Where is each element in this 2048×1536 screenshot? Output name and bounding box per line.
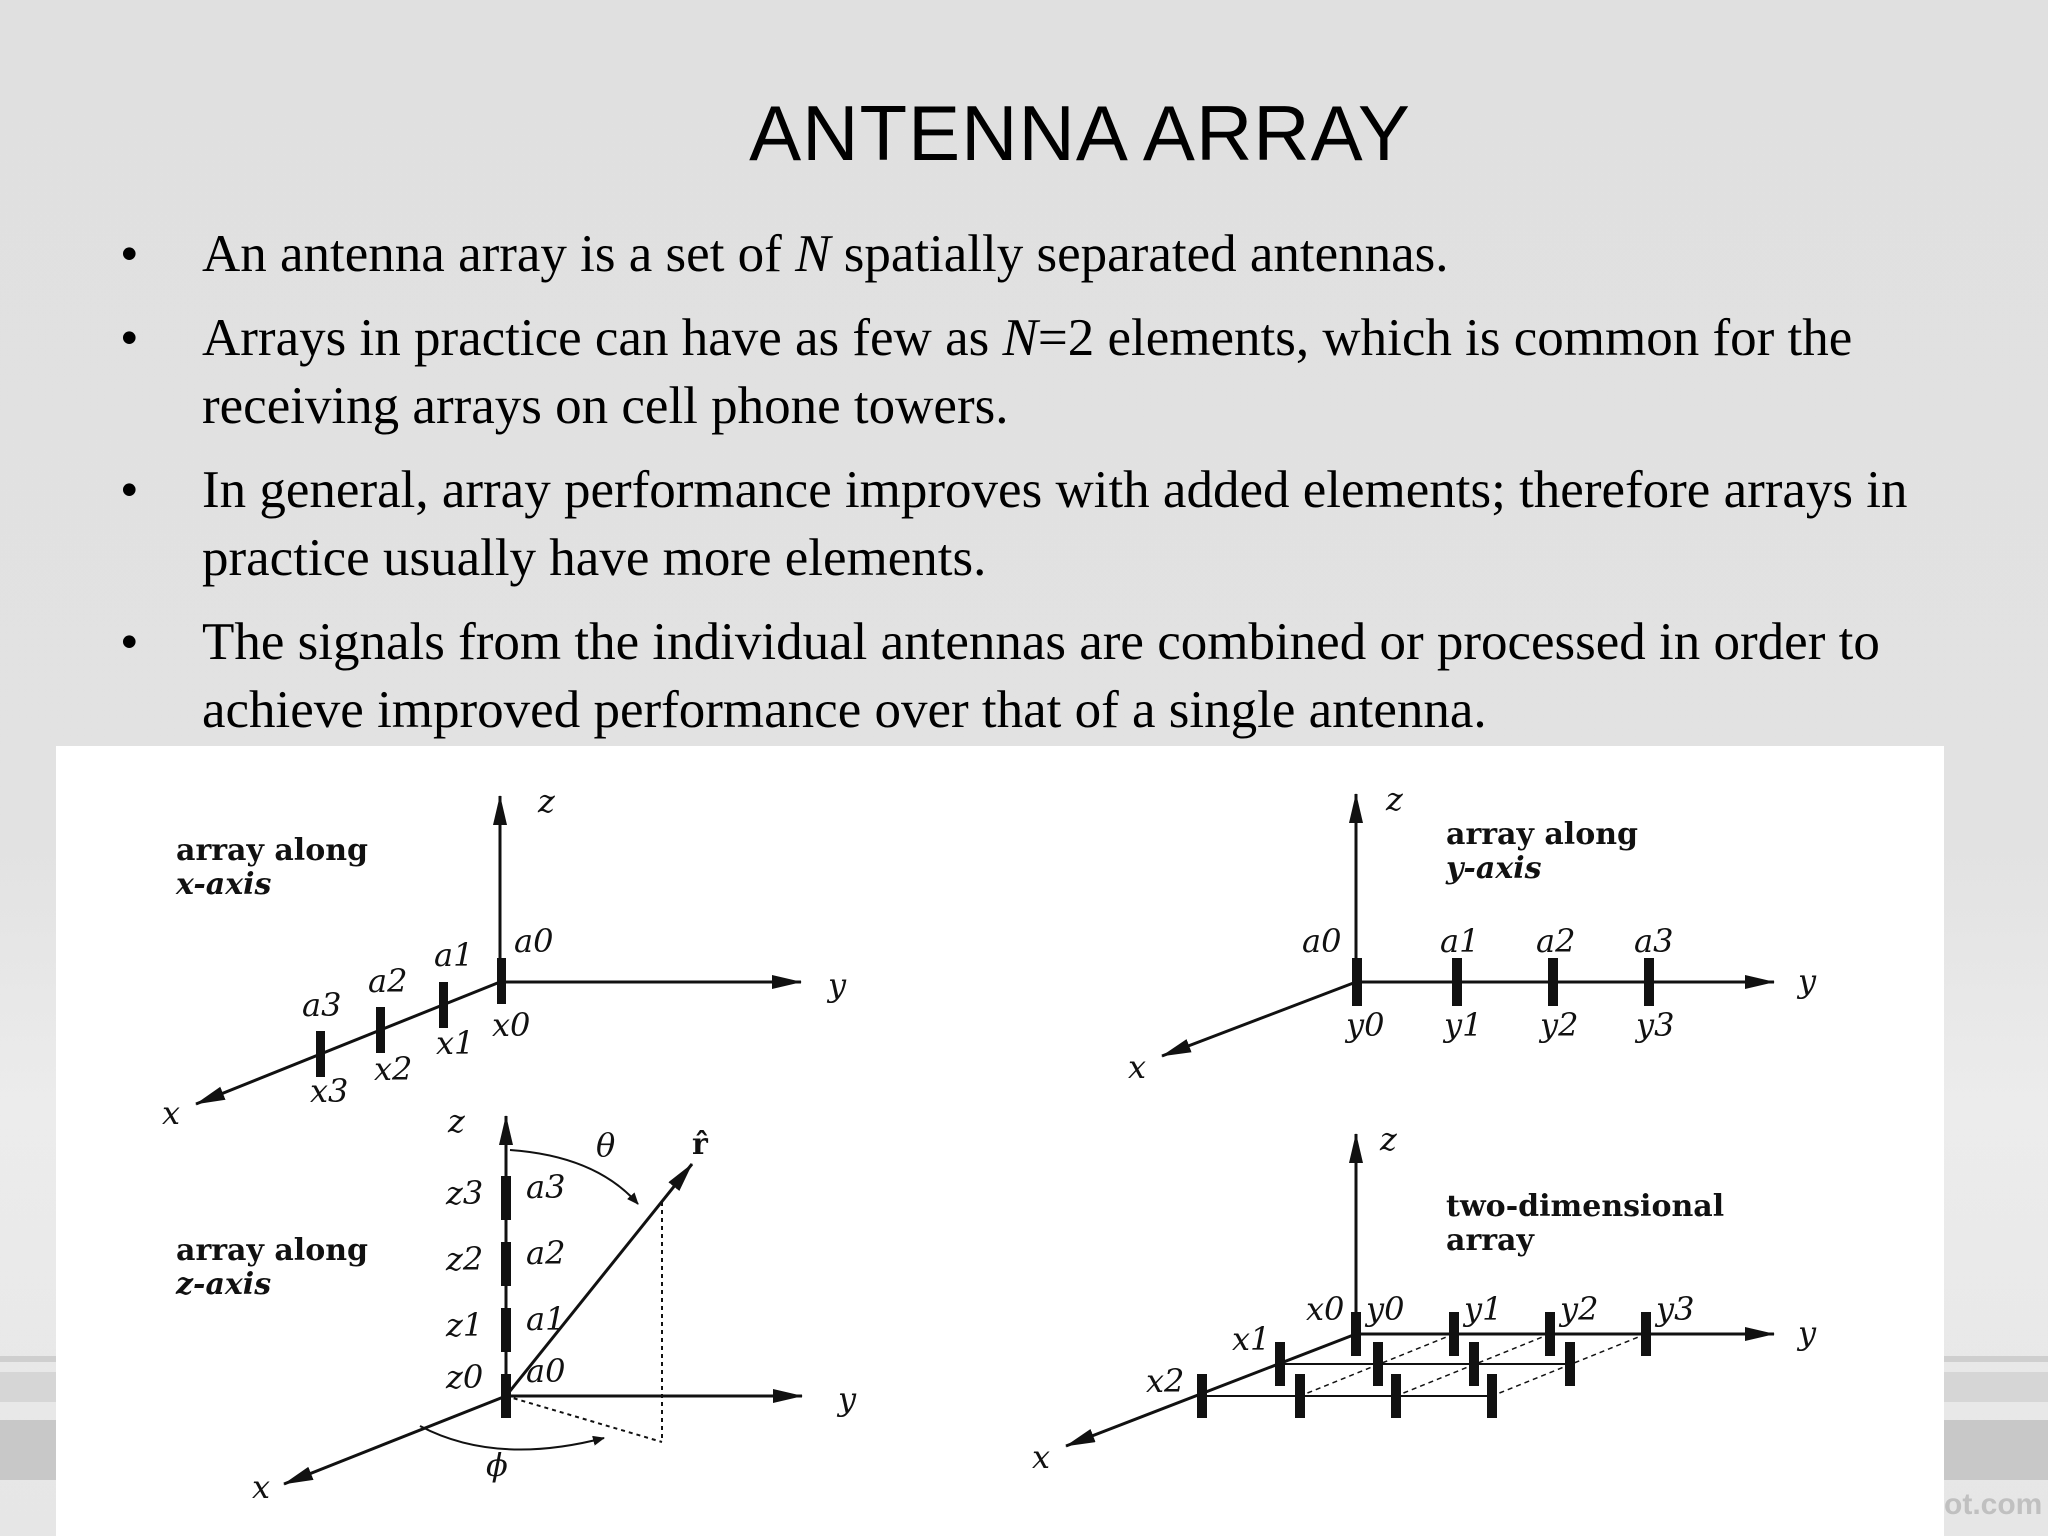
- element-label: a1: [1440, 922, 1480, 960]
- bullet-item: [120, 456, 2000, 592]
- antenna-element: [1469, 1342, 1479, 1386]
- antenna-element: [1391, 1374, 1401, 1418]
- antenna-element: [1351, 1312, 1361, 1356]
- position-label: x0: [1306, 1290, 1345, 1328]
- position-label: y3: [1636, 1006, 1675, 1044]
- element-label: a2: [1536, 922, 1576, 960]
- antenna-element: [1565, 1342, 1575, 1386]
- panel-caption: z-axis: [176, 1267, 272, 1302]
- bullet-dot: •: [120, 225, 139, 283]
- slide-title: ANTENNA ARRAY: [749, 89, 1411, 177]
- bullet-text: spatially separated antennas.: [830, 225, 1449, 283]
- panel-caption: array along: [1446, 817, 1638, 852]
- position-label: z2: [446, 1240, 484, 1278]
- element-label: a2: [368, 962, 408, 1000]
- position-label: x1: [436, 1024, 475, 1062]
- bullet-italic: N: [1002, 309, 1038, 367]
- position-label: y0: [1346, 1006, 1385, 1044]
- axis-label-x: x: [162, 1094, 181, 1132]
- element-label: a0: [514, 922, 554, 960]
- element-label: a1: [526, 1300, 566, 1338]
- phi-label: ϕ: [486, 1446, 508, 1484]
- x-axis-line: [1066, 1334, 1356, 1446]
- bullet-item: [120, 304, 2000, 440]
- antenna-element: [1449, 1312, 1459, 1356]
- axis-label-z: z: [1380, 1120, 1397, 1158]
- antenna-element: [1197, 1374, 1207, 1418]
- bullet-text: An antenna array is a set of: [202, 225, 796, 283]
- bullet-text: Arrays in practice can have as few as: [202, 309, 1003, 367]
- position-label: x2: [1146, 1362, 1185, 1400]
- antenna-element: [501, 1176, 511, 1220]
- axis-label-y: y: [1798, 1314, 1817, 1352]
- antenna-element: [497, 958, 506, 1004]
- antenna-element: [376, 1007, 385, 1053]
- axis-label-y: y: [828, 966, 847, 1004]
- phi-arc: [420, 1426, 604, 1450]
- axis-label-x: x: [1032, 1438, 1051, 1476]
- element-label: a0: [1302, 922, 1342, 960]
- antenna-element: [501, 1374, 511, 1418]
- antenna-element: [501, 1242, 511, 1286]
- bullet-text: The signals from the individual antennas are combined or processed in order to achieve improved performance over that of a single antenna.: [202, 613, 1880, 739]
- antenna-element: [1452, 958, 1462, 1006]
- element-label: a0: [526, 1352, 566, 1390]
- antenna-element: [501, 1308, 511, 1352]
- panel-caption: two-dimensional: [1446, 1189, 1725, 1224]
- antenna-element: [1352, 958, 1362, 1006]
- position-label: x2: [374, 1050, 413, 1088]
- antenna-array-figure: [56, 746, 1944, 1536]
- position-label: x0: [492, 1006, 531, 1044]
- antenna-element: [1373, 1342, 1383, 1386]
- bullet-dot: •: [120, 613, 139, 671]
- element-label: a1: [434, 936, 474, 974]
- r-hat-label: r̂: [692, 1127, 708, 1162]
- axis-label-y: y: [1798, 962, 1817, 1000]
- antenna-element: [1487, 1374, 1497, 1418]
- bullet-dot: •: [120, 461, 139, 519]
- bullet-italic: N: [795, 225, 831, 283]
- bullet-text: =2 elements, which is common for the receiving arrays on cell phone towers.: [202, 309, 1853, 435]
- bullet-list: [120, 220, 2000, 760]
- position-label: x1: [1232, 1320, 1271, 1358]
- position-label: y2: [1540, 1006, 1579, 1044]
- bullet-text: In general, array performance improves with added elements; therefore arrays in practice usually have more elements.: [202, 461, 1908, 587]
- position-label: z3: [446, 1174, 484, 1212]
- antenna-element: [1545, 1312, 1555, 1356]
- watermark: ot.com: [1944, 1488, 2043, 1521]
- antenna-element: [1275, 1342, 1285, 1386]
- panel-caption: array: [1446, 1223, 1534, 1258]
- antenna-element: [316, 1031, 325, 1077]
- position-label: y1: [1464, 1290, 1503, 1328]
- antenna-element: [1644, 958, 1654, 1006]
- panel-two-dimensional-array: [1032, 1120, 1817, 1476]
- bullet-item: [120, 608, 2000, 744]
- element-label: a3: [1634, 922, 1674, 960]
- position-label: y3: [1656, 1290, 1695, 1328]
- antenna-element: [1548, 958, 1558, 1006]
- axis-label-z: z: [448, 1102, 465, 1140]
- panel-caption: array along: [176, 833, 368, 868]
- theta-label: θ: [596, 1126, 616, 1164]
- position-label: y0: [1366, 1290, 1405, 1328]
- panel-caption: x-axis: [176, 867, 272, 902]
- axis-label-x: x: [1128, 1048, 1147, 1086]
- position-label: y1: [1444, 1006, 1483, 1044]
- position-label: z1: [446, 1306, 484, 1344]
- position-label: y2: [1560, 1290, 1599, 1328]
- x-axis-line: [1162, 982, 1356, 1056]
- antenna-element: [1641, 1312, 1651, 1356]
- antenna-element: [1295, 1374, 1305, 1418]
- x-axis-line: [284, 1396, 506, 1484]
- array-diagrams: [56, 746, 1944, 1536]
- axis-label-x: x: [252, 1468, 271, 1506]
- bullet-dot: •: [120, 309, 139, 367]
- bullet-item: [120, 220, 2000, 288]
- position-label: x3: [310, 1072, 349, 1110]
- axis-label-y: y: [838, 1380, 857, 1418]
- element-label: a3: [302, 986, 342, 1024]
- panel-z-axis-array: [175, 1102, 857, 1506]
- panel-caption: array along: [176, 1233, 368, 1268]
- panel-x-axis-array: [162, 782, 847, 1132]
- panel-y-axis-array: [1128, 780, 1817, 1086]
- element-label: a3: [526, 1168, 566, 1206]
- antenna-element: [439, 982, 448, 1028]
- panel-caption: y-axis: [1446, 851, 1542, 886]
- axis-label-z: z: [538, 782, 555, 820]
- projection-line: [506, 1396, 662, 1442]
- position-label: z0: [446, 1358, 484, 1396]
- axis-label-z: z: [1386, 780, 1403, 818]
- element-label: a2: [526, 1234, 566, 1272]
